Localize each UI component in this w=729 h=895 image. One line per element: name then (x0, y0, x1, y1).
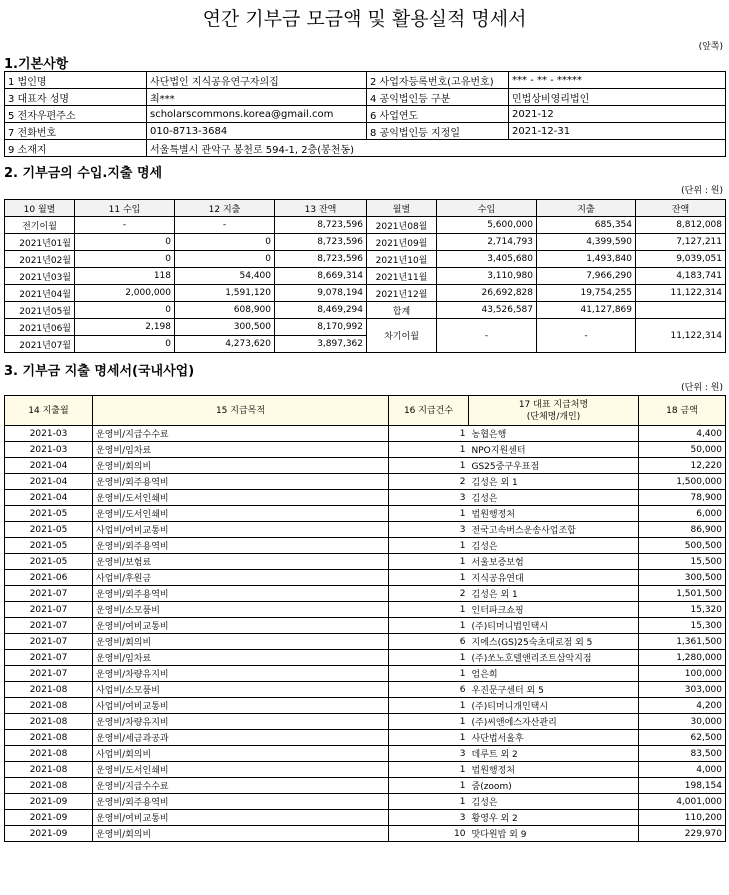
expense-month: 2021-07 (5, 586, 93, 602)
table-cell: - (175, 217, 275, 234)
expense-payee: (주)쏘노호텔앤리조트삼악지점 (469, 650, 639, 666)
expense-row (5, 810, 726, 826)
field-label: 7 전화번호 (5, 123, 147, 140)
table-cell: 11,122,314 (636, 319, 726, 353)
expense-payee: 데루트 외 2 (469, 746, 639, 762)
expense-row (5, 634, 726, 650)
column-header: 잔액 (636, 200, 726, 217)
column-header (389, 396, 469, 426)
table-cell: 1,493,840 (537, 251, 636, 268)
expense-month: 2021-03 (5, 442, 93, 458)
table-cell: 11,122,314 (636, 285, 726, 302)
expense-month: 2021-03 (5, 426, 93, 442)
expense-purpose: 운영비/지급수수료 (93, 426, 389, 442)
expense-payee: 전국고속버스운송사업조합 (469, 522, 639, 538)
income-expense-header (5, 200, 726, 217)
page-title: 연간 기부금 모금액 및 활용실적 명세서 (202, 8, 527, 30)
field-label: 1 법인명 (5, 72, 147, 89)
expense-row (5, 474, 726, 490)
table-cell: 8,812,008 (636, 217, 726, 234)
expense-row (5, 650, 726, 666)
expense-amount: 300,500 (639, 570, 726, 586)
expense-payee: 줌(zoom) (469, 778, 639, 794)
expense-month: 2021-07 (5, 650, 93, 666)
expense-purpose: 운영비/임차료 (93, 650, 389, 666)
expense-month: 2021-07 (5, 618, 93, 634)
expense-amount: 4,001,000 (639, 794, 726, 810)
expense-amount: 30,000 (639, 714, 726, 730)
header-line: 14 지출월 (28, 405, 69, 416)
table-cell: 2021년03월 (5, 268, 75, 285)
table-cell: 2021년02월 (5, 251, 75, 268)
expense-row (5, 714, 726, 730)
expense-payee: NPO지원센터 (469, 442, 639, 458)
table-cell: 2021년01월 (5, 234, 75, 251)
column-header (93, 396, 389, 426)
table-cell: 26,692,828 (437, 285, 537, 302)
expense-amount: 83,500 (639, 746, 726, 762)
table-cell: 4,399,590 (537, 234, 636, 251)
expense-purpose: 운영비/지급수수료 (93, 778, 389, 794)
expense-amount: 12,220 (639, 458, 726, 474)
expense-month: 2021-04 (5, 490, 93, 506)
expense-row (5, 826, 726, 842)
expense-payee: 농협은행 (469, 426, 639, 442)
table-cell: 54,400 (175, 268, 275, 285)
expense-count: 3 (389, 746, 469, 762)
expense-count: 2 (389, 586, 469, 602)
expense-count: 1 (389, 458, 469, 474)
expense-count: 1 (389, 666, 469, 682)
table-cell: 8,469,294 (275, 302, 367, 319)
table-cell: 19,754,255 (537, 285, 636, 302)
table-cell: 2,000,000 (75, 285, 175, 302)
expense-purpose: 운영비/여비교통비 (93, 810, 389, 826)
column-header: 월별 (367, 200, 437, 217)
income-expense-row (5, 302, 726, 319)
table-cell: 0 (175, 234, 275, 251)
expense-count: 1 (389, 698, 469, 714)
expense-row (5, 522, 726, 538)
expense-payee: (주)씨앤에스자산관리 (469, 714, 639, 730)
expense-row (5, 554, 726, 570)
income-expense-row (5, 234, 726, 251)
field-value: scholarscommons.korea@gmail.com (147, 106, 367, 123)
page-side-note: (앞쪽) (698, 42, 723, 52)
table-cell: 5,600,000 (437, 217, 537, 234)
expense-month: 2021-05 (5, 538, 93, 554)
expense-purpose: 사업비/여비교통비 (93, 698, 389, 714)
table-cell: 2021년04월 (5, 285, 75, 302)
expense-purpose: 운영비/도서인쇄비 (93, 506, 389, 522)
expense-month: 2021-04 (5, 474, 93, 490)
expense-purpose: 운영비/여비교통비 (93, 618, 389, 634)
table-cell: 43,526,587 (437, 302, 537, 319)
section2-unit: (단위 : 원) (681, 186, 723, 196)
expense-month: 2021-08 (5, 730, 93, 746)
expense-payee: 우진문구센터 외 5 (469, 682, 639, 698)
expense-count: 1 (389, 618, 469, 634)
expense-count: 1 (389, 570, 469, 586)
expense-payee: 김성은 (469, 538, 639, 554)
expense-month: 2021-08 (5, 762, 93, 778)
expense-count: 3 (389, 810, 469, 826)
expense-row (5, 506, 726, 522)
section1-heading: 1.기본사항 (4, 57, 69, 72)
expense-count: 1 (389, 650, 469, 666)
expense-row (5, 794, 726, 810)
expense-payee: 엄은희 (469, 666, 639, 682)
expense-purpose: 운영비/회의비 (93, 458, 389, 474)
expense-payee: 김성은 외 1 (469, 474, 639, 490)
expense-purpose: 운영비/외주용역비 (93, 794, 389, 810)
table-cell: 7,127,211 (636, 234, 726, 251)
field-label: 5 전자우편주소 (5, 106, 147, 123)
table-cell: 685,354 (537, 217, 636, 234)
expense-amount: 198,154 (639, 778, 726, 794)
expense-payee: 김성은 (469, 490, 639, 506)
income-expense-row (5, 217, 726, 234)
expense-amount: 15,320 (639, 602, 726, 618)
table-cell: 0 (75, 336, 175, 353)
table-cell: 0 (75, 234, 175, 251)
expense-count: 10 (389, 826, 469, 842)
expense-amount: 500,500 (639, 538, 726, 554)
expense-count: 1 (389, 778, 469, 794)
field-label: 6 사업연도 (367, 106, 509, 123)
table-cell: 3,897,362 (275, 336, 367, 353)
expense-count: 1 (389, 442, 469, 458)
expense-payee: 황영우 외 2 (469, 810, 639, 826)
expense-row (5, 682, 726, 698)
address-label: 9 소재지 (5, 140, 147, 157)
expense-amount: 1,361,500 (639, 634, 726, 650)
table-cell: 8,170,992 (275, 319, 367, 336)
table-cell: - (75, 217, 175, 234)
expense-row (5, 458, 726, 474)
table-cell (636, 302, 726, 319)
expense-payee: (주)티머니법인택시 (469, 618, 639, 634)
expense-amount: 15,300 (639, 618, 726, 634)
expense-purpose: 운영비/회의비 (93, 634, 389, 650)
table-cell: 7,966,290 (537, 268, 636, 285)
table-cell: 9,039,051 (636, 251, 726, 268)
expense-purpose: 운영비/회의비 (93, 826, 389, 842)
expense-purpose: 운영비/소모품비 (93, 602, 389, 618)
table-cell: 118 (75, 268, 175, 285)
income-expense-row (5, 285, 726, 302)
column-header (469, 396, 639, 426)
expense-amount: 78,900 (639, 490, 726, 506)
expense-month: 2021-09 (5, 810, 93, 826)
expense-month: 2021-08 (5, 746, 93, 762)
expense-payee: 사단법서울후 (469, 730, 639, 746)
column-header: 13 잔액 (275, 200, 367, 217)
table-cell: 2021년07월 (5, 336, 75, 353)
expense-month: 2021-08 (5, 714, 93, 730)
field-value: 2021-12-31 (509, 123, 726, 140)
expense-row (5, 586, 726, 602)
expense-count: 1 (389, 554, 469, 570)
expense-count: 1 (389, 730, 469, 746)
expense-purpose: 운영비/도서인쇄비 (93, 490, 389, 506)
table-cell: 0 (175, 251, 275, 268)
table-cell: 2,198 (75, 319, 175, 336)
expense-amount: 303,000 (639, 682, 726, 698)
table-cell: 전기이월 (5, 217, 75, 234)
field-value: 2021-12 (509, 106, 726, 123)
table-cell: 2021년12월 (367, 285, 437, 302)
expense-purpose: 운영비/차량유지비 (93, 666, 389, 682)
table-cell: 2021년10월 (367, 251, 437, 268)
income-expense-row (5, 268, 726, 285)
column-header: 수입 (437, 200, 537, 217)
expense-month: 2021-04 (5, 458, 93, 474)
expense-purpose: 운영비/도서인쇄비 (93, 762, 389, 778)
expense-count: 3 (389, 522, 469, 538)
address-value: 서울특별시 관악구 봉천로 594-1, 2층(봉천동) (147, 140, 726, 157)
expense-row (5, 730, 726, 746)
field-value: 010-8713-3684 (147, 123, 367, 140)
column-header: 지출 (537, 200, 636, 217)
header-line: 18 금액 (666, 405, 698, 416)
table-cell: 2021년11월 (367, 268, 437, 285)
expense-purpose: 운영비/외주용역비 (93, 474, 389, 490)
header-line: (단체명/개인) (526, 411, 581, 422)
expense-month: 2021-09 (5, 794, 93, 810)
expense-month: 2021-07 (5, 634, 93, 650)
expense-purpose: 운영비/외주용역비 (93, 538, 389, 554)
table-cell: 8,723,596 (275, 251, 367, 268)
table-cell: 41,127,869 (537, 302, 636, 319)
expense-purpose: 운영비/임차료 (93, 442, 389, 458)
expense-payee: 서울보증보험 (469, 554, 639, 570)
expense-amount: 6,000 (639, 506, 726, 522)
expense-month: 2021-08 (5, 682, 93, 698)
expense-month: 2021-07 (5, 666, 93, 682)
expense-count: 1 (389, 714, 469, 730)
table-cell: 1,591,120 (175, 285, 275, 302)
column-header: 11 수입 (75, 200, 175, 217)
expense-row (5, 490, 726, 506)
section2-heading: 2. 기부금의 수입.지출 명세 (4, 166, 163, 181)
expense-row (5, 538, 726, 554)
header-line: 16 지급건수 (403, 405, 454, 416)
expense-payee: 김성은 외 1 (469, 586, 639, 602)
table-cell: 2021년08월 (367, 217, 437, 234)
expense-amount: 62,500 (639, 730, 726, 746)
expense-amount: 86,900 (639, 522, 726, 538)
field-label: 4 공익법인등 구분 (367, 89, 509, 106)
table-cell: 0 (75, 302, 175, 319)
expense-month: 2021-08 (5, 778, 93, 794)
expense-purpose: 운영비/세금과공과 (93, 730, 389, 746)
expense-count: 6 (389, 682, 469, 698)
table-cell: 9,078,194 (275, 285, 367, 302)
table-cell: 8,723,596 (275, 217, 367, 234)
expense-row (5, 602, 726, 618)
field-value: 사단법인 지식공유연구자의집 (147, 72, 367, 89)
column-header (5, 396, 93, 426)
expense-month: 2021-05 (5, 506, 93, 522)
table-cell: 300,500 (175, 319, 275, 336)
expense-detail-table (4, 395, 726, 842)
expense-payee: 지에스(GS)25숙초대로점 외 5 (469, 634, 639, 650)
expense-amount: 229,970 (639, 826, 726, 842)
table-cell: 2,714,793 (437, 234, 537, 251)
expense-row (5, 762, 726, 778)
table-cell: 2021년06월 (5, 319, 75, 336)
expense-amount: 1,501,500 (639, 586, 726, 602)
expense-payee: 법원행정처 (469, 762, 639, 778)
expense-amount: 1,500,000 (639, 474, 726, 490)
section3-heading: 3. 기부금 지출 명세서(국내사업) (4, 364, 195, 379)
field-value: 민법상비영리법인 (509, 89, 726, 106)
expense-purpose: 운영비/차량유지비 (93, 714, 389, 730)
column-header: 10 월별 (5, 200, 75, 217)
expense-count: 1 (389, 426, 469, 442)
table-cell: 8,723,596 (275, 234, 367, 251)
expense-payee: GS25중구우표점 (469, 458, 639, 474)
header-line: 15 지급목적 (215, 405, 266, 416)
expense-row (5, 618, 726, 634)
expense-amount: 50,000 (639, 442, 726, 458)
expense-amount: 100,000 (639, 666, 726, 682)
table-cell: 0 (75, 251, 175, 268)
address-row (5, 140, 726, 157)
table-cell: - (537, 319, 636, 353)
basic-info-row (5, 89, 726, 106)
table-cell: 608,900 (175, 302, 275, 319)
expense-row (5, 698, 726, 714)
expense-count: 1 (389, 602, 469, 618)
expense-purpose: 사업비/회의비 (93, 746, 389, 762)
expense-detail-header (5, 396, 726, 426)
expense-count: 1 (389, 794, 469, 810)
table-cell: 3,405,680 (437, 251, 537, 268)
basic-info-row (5, 123, 726, 140)
expense-purpose: 사업비/소모품비 (93, 682, 389, 698)
expense-amount: 110,200 (639, 810, 726, 826)
table-cell: 2021년05월 (5, 302, 75, 319)
expense-payee: 김성은 (469, 794, 639, 810)
field-label: 8 공익법인등 지정일 (367, 123, 509, 140)
expense-row (5, 666, 726, 682)
income-expense-row (5, 319, 726, 336)
expense-amount: 15,500 (639, 554, 726, 570)
field-label: 2 사업자등록번호(고유번호) (367, 72, 509, 89)
expense-month: 2021-09 (5, 826, 93, 842)
expense-payee: 인터파크쇼핑 (469, 602, 639, 618)
expense-row (5, 570, 726, 586)
expense-month: 2021-08 (5, 698, 93, 714)
expense-payee: 법원행정처 (469, 506, 639, 522)
expense-payee: 지식공유연대 (469, 570, 639, 586)
expense-month: 2021-06 (5, 570, 93, 586)
basic-info-row (5, 72, 726, 89)
table-cell: 4,183,741 (636, 268, 726, 285)
table-cell: 차기이월 (367, 319, 437, 353)
expense-count: 2 (389, 474, 469, 490)
expense-count: 1 (389, 538, 469, 554)
table-cell: 4,273,620 (175, 336, 275, 353)
expense-payee: 맛다원밥 외 9 (469, 826, 639, 842)
expense-month: 2021-05 (5, 522, 93, 538)
column-header (639, 396, 726, 426)
expense-count: 3 (389, 490, 469, 506)
section3-unit: (단위 : 원) (681, 383, 723, 393)
expense-count: 6 (389, 634, 469, 650)
field-value: 최*** (147, 89, 367, 106)
expense-purpose: 사업비/후원금 (93, 570, 389, 586)
table-cell: 3,110,980 (437, 268, 537, 285)
header-line: 17 대표 지급처명 (518, 399, 589, 410)
expense-row (5, 778, 726, 794)
expense-count: 1 (389, 762, 469, 778)
expense-purpose: 사업비/여비교통비 (93, 522, 389, 538)
expense-row (5, 426, 726, 442)
table-cell: - (437, 319, 537, 353)
expense-payee: (주)티머니개인택시 (469, 698, 639, 714)
expense-amount: 1,280,000 (639, 650, 726, 666)
basic-info-table (4, 71, 726, 157)
table-cell: 2021년09월 (367, 234, 437, 251)
table-cell: 8,669,314 (275, 268, 367, 285)
field-value: *** - ** - ***** (509, 72, 726, 89)
expense-month: 2021-07 (5, 602, 93, 618)
expense-purpose: 운영비/외주용역비 (93, 586, 389, 602)
expense-purpose: 운영비/보험료 (93, 554, 389, 570)
expense-row (5, 746, 726, 762)
table-cell: 합계 (367, 302, 437, 319)
income-expense-table (4, 199, 726, 353)
column-header: 12 지출 (175, 200, 275, 217)
expense-month: 2021-05 (5, 554, 93, 570)
expense-amount: 4,200 (639, 698, 726, 714)
field-label: 3 대표자 성명 (5, 89, 147, 106)
expense-count: 1 (389, 506, 469, 522)
basic-info-row (5, 106, 726, 123)
income-expense-row (5, 251, 726, 268)
expense-amount: 4,400 (639, 426, 726, 442)
expense-amount: 4,000 (639, 762, 726, 778)
expense-row (5, 442, 726, 458)
